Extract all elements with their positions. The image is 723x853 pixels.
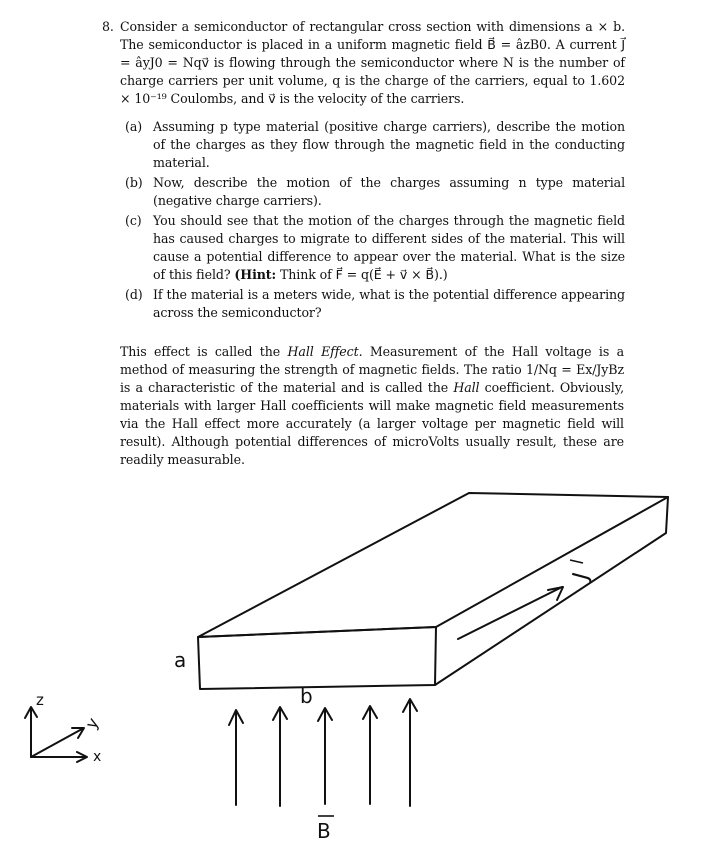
b-field-arrow-5 <box>403 699 417 806</box>
label-b: b <box>300 684 313 708</box>
slab-side-face <box>435 497 668 685</box>
hall-text-2: Measurement of the Hall voltage is a method of measuring the strength of magnetic fields. The ratio 1/Nq = Ex/JyBz is a characteristic of the material and is called the <box>120 344 625 395</box>
hall-text-1: This effect is called the <box>120 344 288 359</box>
slab-front-face <box>198 627 436 689</box>
hall-effect-term: Hall Effect. <box>287 344 363 359</box>
hint-label: (Hint: <box>234 267 277 282</box>
part-text: Now, describe the motion of the charges assuming n type material (negative charge carriers). <box>153 175 625 208</box>
part-label: (b) <box>125 175 143 190</box>
b-field-arrow-2 <box>273 707 287 806</box>
b-field-arrow-1 <box>229 710 243 805</box>
part-label: (a) <box>125 119 143 134</box>
current-arrow <box>458 587 562 639</box>
label-axis-x: x <box>93 749 102 765</box>
hint-text: Think of F⃗ = q(E⃗ + v⃗ × B⃗).) <box>279 267 448 282</box>
hall-coefficient-term: Hall <box>453 380 480 395</box>
part-label: (c) <box>125 213 142 228</box>
problem-intro-text: Consider a semiconductor of rectangular cross section with dimensions a × b. The semiconductor is placed in a uniform magnetic field B⃗ = âzB0. A current J⃗ = âyJ0 = Nqv⃗ is flowing through the semiconductor where N is the number of charge carriers per unit volume, q is the charge of the carriers, equal to 1.602 × 10⁻¹⁹ Coulombs, and v⃗ is the velocity of the carriers. <box>120 19 625 106</box>
b-field-arrow-4 <box>363 706 377 804</box>
j-overarrow <box>570 560 583 563</box>
label-axis-y: y <box>81 714 103 732</box>
part-c-body: You should see that the motion of the charges through the magnetic field has caused charges to migrate to different sides of the material. This will cause a potential difference to appear over the material. What is the size of this field? <box>153 213 625 282</box>
part-text: If the material is a meters wide, what is the potential difference appearing across the semiconductor? <box>153 287 625 320</box>
part-label: (d) <box>125 287 143 302</box>
slab-top-face <box>198 493 668 637</box>
part-text: Assuming p type material (positive charge carriers), describe the motion of the charges as they flow through the magnetic field in the conducting material. <box>153 119 625 170</box>
label-a: a <box>174 648 187 672</box>
b-field-arrow-3 <box>318 708 332 804</box>
hall-text-3: coefficient. Obviously, materials with larger Hall coefficients will make magnetic field measurements via the Hall effect more accurately (a larger voltage per magnetic field will result). Although potential differences of microVolts usually result, these are readily measurable. <box>120 380 624 467</box>
label-b-field: B <box>317 819 331 843</box>
axis-y <box>31 728 84 757</box>
axis-z <box>25 707 37 757</box>
label-j: J <box>568 570 595 583</box>
problem-number: 8. <box>102 19 114 34</box>
label-axis-z: z <box>36 691 44 709</box>
